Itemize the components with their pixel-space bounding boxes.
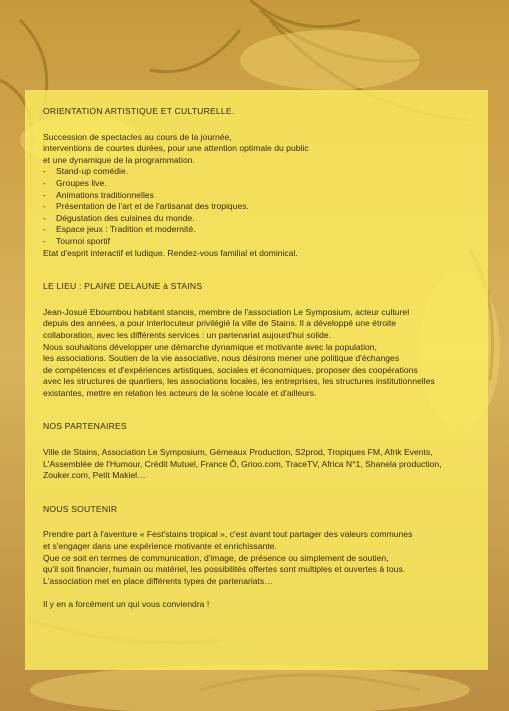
spacer (43, 587, 473, 599)
paragraph-line: de compétences et d'expériences artistiques, sociales et économiques, proposer des coopérations (43, 364, 418, 375)
list-item: - Groupes live. (43, 178, 473, 190)
paragraph-line: Que ce soit en termes de communication, d'image, de présence ou simplement de soutien, (43, 552, 389, 563)
paragraph-line: L'association met en place différents types de partenariats… (43, 575, 273, 586)
list-item: - Animations traditionnelles (43, 190, 473, 202)
paragraph-line: Prendre part à l'aventure « Fest'stains tropical », c'est avant tout partager des valeurs communes (43, 529, 413, 540)
paragraph-line: Nous souhaitons développer une démarche dynamique et motivante avec la population, (43, 341, 377, 352)
paragraph-line: Etat d'esprit interactif et ludique. Rendez-vous familial et dominical. (43, 247, 298, 258)
paragraph-line: et une dynamique de la programmation. (43, 154, 195, 165)
paragraph-line: et s'engager dans une expérience motivante et enrichissante. (43, 541, 277, 552)
paragraph-line: Ville de Stains, Association Le Symposium, Gémeaux Production, S2prod, Tropiques FM, Afrik Events, (43, 447, 433, 458)
list-item: - Stand-up comédie. (43, 166, 473, 178)
section-heading: ORIENTATION ARTISTIQUE ET CULTURELLE. (43, 106, 235, 116)
paragraph-line: Succession de spectacles au cours de la journée, (43, 131, 232, 142)
paragraph-line: les associations. Soutien de la vie associative, nous désirons mener une politique d'échanges (43, 353, 400, 364)
paragraph-line: L'Assemblée de l'Humour, Crédit Mutuel, France Ô, Grioo.com, TraceTV, Africa N°1, Shanela production, (43, 458, 442, 469)
document-content (43, 106, 473, 633)
activities-list (43, 166, 473, 247)
paragraph-line: avec les structures de quartiers, les associations locales, les entreprises, les structures institutionnelles (43, 376, 435, 387)
section-heading: NOUS SOUTENIR (43, 503, 118, 514)
section-artistic-orientation (43, 106, 473, 259)
list-item: - Tournoi sportif (43, 236, 473, 248)
paragraph-line: Il y en a forcément un qui vous conviendra ! (43, 599, 210, 610)
list-item: - Présentation de l'art et de l'artisanat des tropiques. (43, 201, 473, 213)
section-partners (43, 421, 473, 481)
list-item: - Espace jeux : Tradition et modernité. (43, 224, 473, 236)
paragraph-line: depuis des années, a pour interlocuteur privilégié la ville de Stains. Il a développé une étroite (43, 318, 397, 329)
paragraph-line: Zouker.com, Petit Makiel… (43, 470, 146, 481)
paragraph-line: collaboration, avec les différents services : un partenariat aujourd'hui solide. (43, 329, 332, 340)
section-venue (43, 281, 473, 399)
list-item: - Dégustation des cuisines du monde. (43, 213, 473, 225)
section-support (43, 504, 473, 611)
paragraph-line: interventions de courtes durées, pour une attention optimale du public (43, 143, 309, 154)
section-heading: LE LIEU : PLAINE DELAUNE à STAINS (43, 281, 203, 292)
paragraph-line: qu'il soit financier, humain ou matériel, les possibilités offertes sont multiples et ouvertes à tous. (43, 564, 406, 575)
section-heading: NOS PARTENAIRES (43, 421, 127, 432)
paragraph-line: Jean-Josué Eboumbou habitant stanois, membre de l'association Le Symposium, acteur culturel (43, 306, 410, 317)
paragraph-line: existantes, mettre en relation les acteurs de la scène locale et d'ailleurs. (43, 387, 317, 398)
